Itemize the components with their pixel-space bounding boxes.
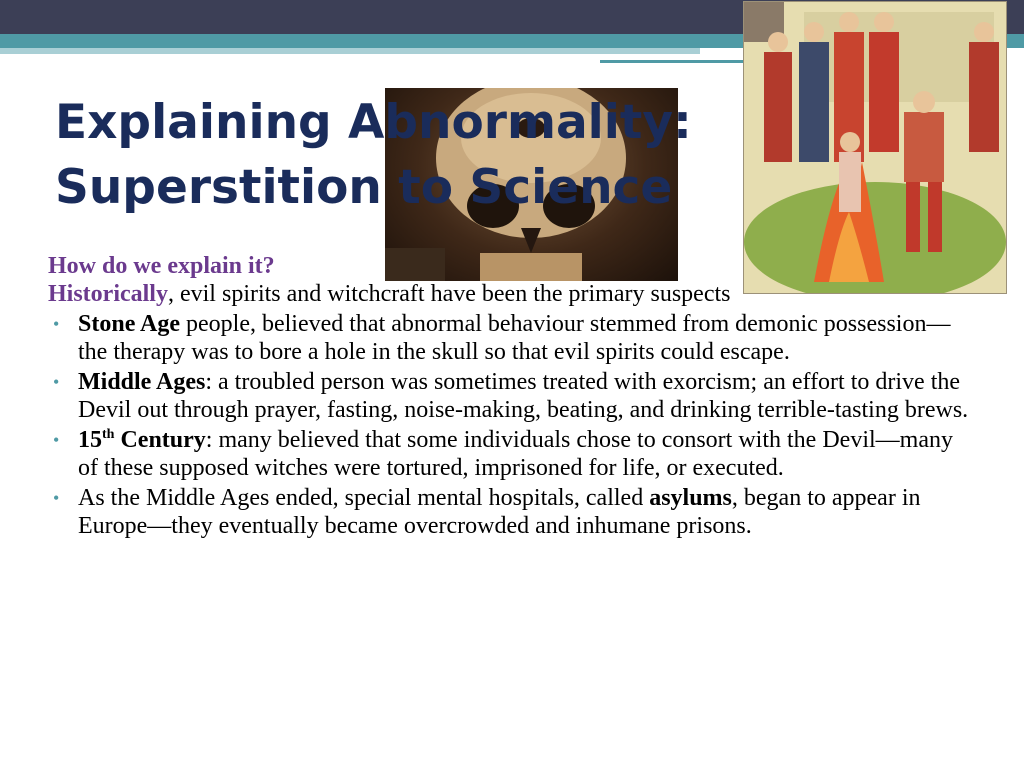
bullet-dot: • bbox=[53, 314, 60, 334]
list-item bbox=[48, 311, 978, 366]
bullet-dot: • bbox=[53, 430, 60, 450]
bullet-dot: • bbox=[53, 488, 60, 508]
title-line-1: Explaining Abnormality: bbox=[55, 95, 692, 150]
bullet-text: people, believed that abnormal behaviour stemmed from demonic possession—the therapy was to bore a hole in the skull so that evil spirits could escape. bbox=[78, 311, 951, 365]
list-item bbox=[48, 485, 978, 540]
bullet-text-after: , began to appear in Europe—they eventually became overcrowded and inhumane prisons. bbox=[78, 485, 921, 539]
title-line-2: Superstition to Science bbox=[55, 160, 673, 215]
teal-accent-line bbox=[600, 60, 750, 63]
intro-historically bbox=[48, 281, 978, 309]
bullet-dot: • bbox=[53, 372, 60, 392]
bullet-text: : many believed that some individuals chose to consort with the Devil—many of these supposed witches were tortured, imprisoned for life, or executed. bbox=[78, 427, 953, 481]
bullet-term: Middle Ages bbox=[78, 369, 206, 395]
list-item bbox=[48, 427, 978, 482]
slide-title bbox=[55, 90, 692, 220]
intro-question: How do we explain it? bbox=[48, 253, 275, 279]
slide-body bbox=[48, 253, 978, 543]
list-item bbox=[48, 369, 978, 424]
term-word: Century bbox=[114, 427, 206, 453]
historically-text: , evil spirits and witchcraft have been the primary suspects bbox=[167, 280, 731, 307]
bullet-term: Stone Age bbox=[78, 311, 180, 337]
bullet-term: asylums bbox=[649, 485, 732, 511]
bullet-term bbox=[78, 427, 206, 453]
historically-label: Historically bbox=[48, 280, 168, 307]
bullet-list bbox=[48, 311, 978, 540]
teal-light-stripe bbox=[0, 48, 700, 54]
bullet-text: : a troubled person was sometimes treated with exorcism; an effort to drive the Devil out through prayer, fasting, noise-making, beating, and drinking terrible-tasting brews. bbox=[78, 369, 969, 423]
term-superscript: th bbox=[102, 427, 115, 442]
witch-burning-illustration bbox=[743, 1, 1007, 294]
term-number: 15 bbox=[78, 427, 102, 453]
bullet-text-before: As the Middle Ages ended, special mental hospitals, called bbox=[78, 485, 650, 511]
